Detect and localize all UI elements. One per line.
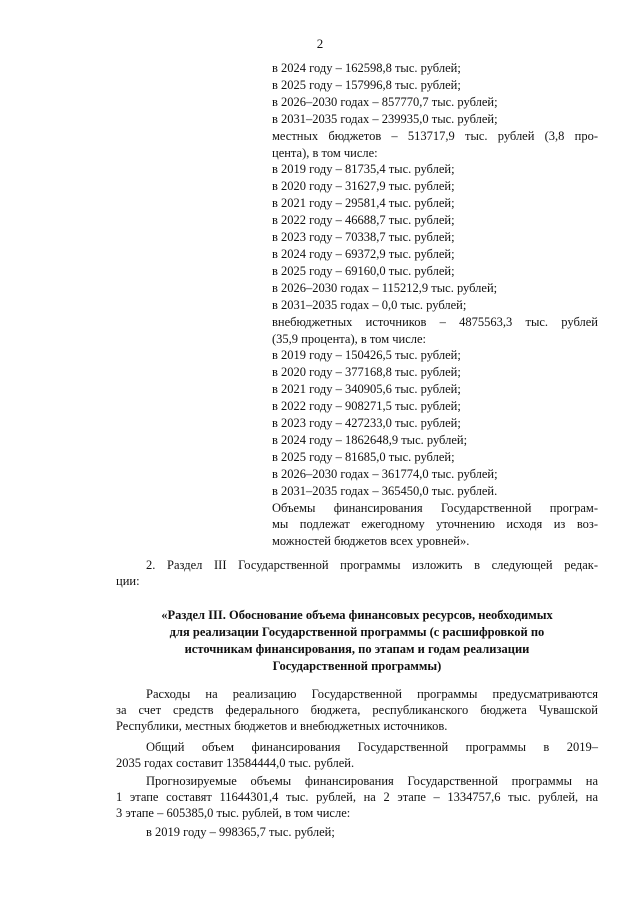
heading-line: Государственной программы)	[272, 659, 442, 673]
funding-line: местных бюджетов – 513717,9 тыс. рублей (3,8 про-	[272, 128, 598, 143]
financing-sources-column	[272, 60, 598, 550]
funding-line: в 2026–2030 годах – 857770,7 тыс. рублей;	[272, 94, 498, 109]
funding-line: в 2022 году – 46688,7 тыс. рублей;	[272, 213, 455, 228]
body-paragraph	[116, 824, 598, 840]
body-paragraph	[116, 739, 598, 771]
body-line: Прогнозируемые объемы финансирования Государственной программы на	[146, 774, 598, 788]
heading-line: для реализации Государственной программы (с расшифровкой по	[169, 625, 545, 639]
funding-line: можностей бюджетов всех уровней».	[272, 534, 470, 549]
heading-line: «Раздел III. Обоснование объема финансовых ресурсов, необходимых	[161, 608, 553, 622]
funding-line: в 2021 году – 340905,6 тыс. рублей;	[272, 382, 461, 397]
funding-line: в 2023 году – 427233,0 тыс. рублей;	[272, 416, 461, 431]
body-line: за счет средств федерального бюджета, республиканского бюджета Чувашской	[116, 703, 598, 717]
funding-line: в 2026–2030 годах – 361774,0 тыс. рублей;	[272, 466, 498, 481]
funding-line: в 2024 году – 162598,8 тыс. рублей;	[272, 61, 461, 75]
body-line: Общий объем финансирования Государственной программы в 2019–	[146, 740, 598, 754]
funding-line: в 2021 году – 29581,4 тыс. рублей;	[272, 196, 455, 211]
page-number: 2	[316, 36, 324, 51]
funding-line: в 2023 году – 70338,7 тыс. рублей;	[272, 230, 455, 245]
section-2-line: 2. Раздел III Государственной программы изложить в следующей редак-	[146, 558, 598, 572]
funding-line: в 2020 году – 31627,9 тыс. рублей;	[272, 179, 455, 194]
funding-line: в 2025 году – 69160,0 тыс. рублей;	[272, 263, 455, 278]
funding-line: в 2025 году – 157996,8 тыс. рублей;	[272, 77, 461, 92]
funding-line: в 2031–2035 годах – 239935,0 тыс. рублей;	[272, 111, 498, 126]
body-paragraph	[116, 686, 598, 734]
body-line: Расходы на реализацию Государственной программы предусматриваются	[146, 687, 598, 701]
body-line: 1 этапе составят 11644301,4 тыс. рублей, на 2 этапе – 1334757,6 тыс. рублей, на	[116, 790, 598, 804]
body-line: Республики, местных бюджетов и внебюджетных источников.	[116, 719, 448, 733]
funding-line: в 2031–2035 годах – 365450,0 тыс. рублей.	[272, 483, 498, 498]
funding-line: в 2024 году – 69372,9 тыс. рублей;	[272, 246, 455, 261]
funding-line: Объемы финансирования Государственной програм-	[272, 500, 598, 515]
funding-line: мы подлежат ежегодному уточнению исходя из воз-	[272, 517, 598, 532]
body-line: 3 этапе – 605385,0 тыс. рублей, в том числе:	[116, 806, 351, 820]
funding-line: в 2019 году – 81735,4 тыс. рублей;	[272, 162, 455, 177]
body-line: 2035 годах составит 13584444,0 тыс. рублей.	[116, 756, 355, 770]
funding-line: в 2024 году – 1862648,9 тыс. рублей;	[272, 432, 468, 447]
section-2-paragraph	[116, 557, 598, 589]
funding-line: в 2022 году – 908271,5 тыс. рублей;	[272, 399, 461, 414]
funding-line: в 2031–2035 годах – 0,0 тыс. рублей;	[272, 297, 467, 312]
funding-line: в 2026–2030 годах – 115212,9 тыс. рублей;	[272, 280, 498, 295]
body-line: в 2019 году – 998365,7 тыс. рублей;	[146, 825, 335, 839]
section-2-line: ции:	[116, 574, 140, 588]
funding-line: цента), в том числе:	[272, 145, 378, 160]
funding-line: внебюджетных источников – 4875563,3 тыс. рублей	[272, 314, 598, 329]
heading-line: источникам финансирования, по этапам и годам реализации	[184, 642, 530, 656]
funding-line: в 2019 году – 150426,5 тыс. рублей;	[272, 348, 461, 363]
funding-line: (35,9 процента), в том числе:	[272, 331, 427, 346]
body-paragraph	[116, 773, 598, 821]
funding-line: в 2020 году – 377168,8 тыс. рублей;	[272, 365, 461, 380]
funding-line: в 2025 году – 81685,0 тыс. рублей;	[272, 449, 455, 464]
section-heading	[116, 607, 598, 675]
